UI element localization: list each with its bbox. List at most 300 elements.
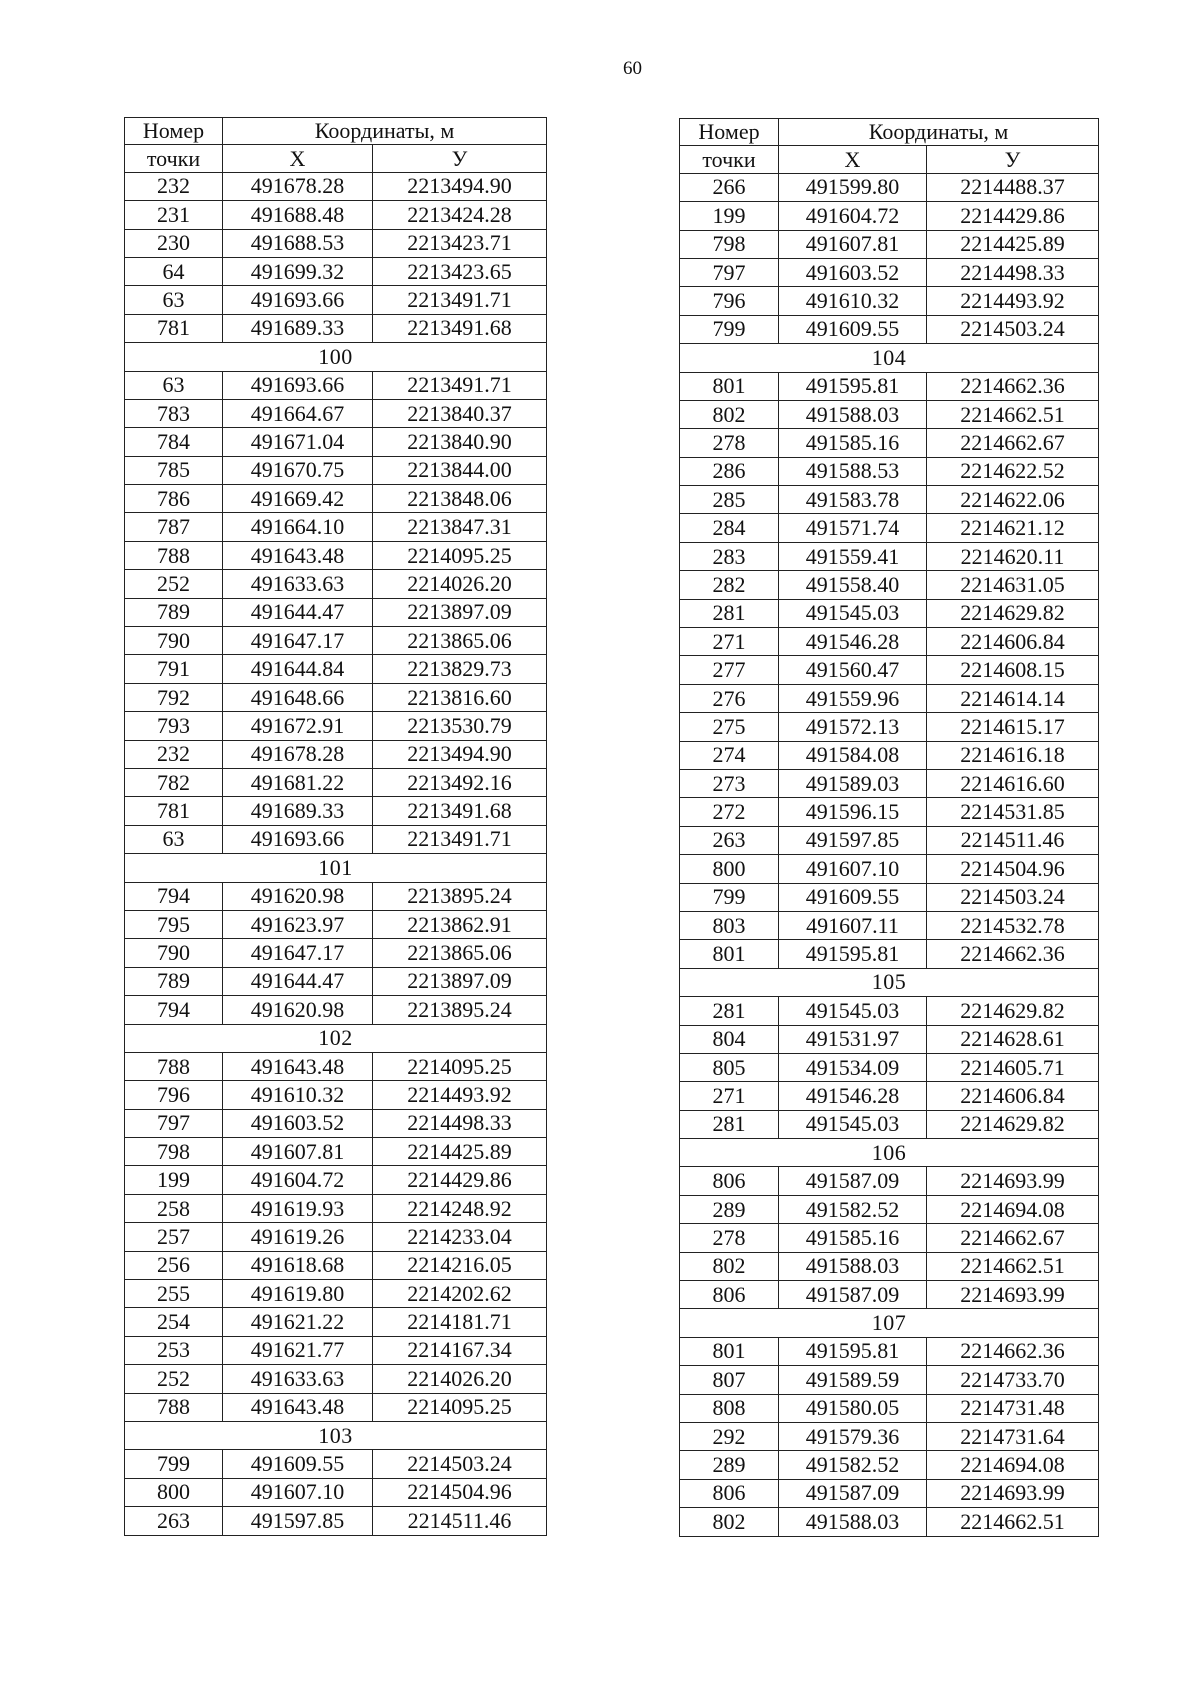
y-coordinate-cell: 2214616.18: [927, 741, 1099, 769]
point-number-cell: 274: [680, 741, 779, 769]
y-coordinate-cell: 2214498.33: [927, 258, 1099, 286]
y-coordinate-cell: 2214493.92: [373, 1081, 547, 1109]
point-number-cell: 790: [125, 939, 223, 967]
point-number-cell: 796: [125, 1081, 223, 1109]
point-number-cell: 793: [125, 712, 223, 740]
table-row: [680, 741, 1099, 769]
point-number-cell: 786: [125, 485, 223, 513]
y-coordinate-cell: 2213847.31: [373, 513, 547, 541]
table-row: [125, 541, 547, 569]
table-row: [680, 997, 1099, 1025]
point-number-cell: 781: [125, 314, 223, 342]
point-number-header-bottom: точки: [125, 145, 223, 172]
header-row-top: [125, 118, 547, 145]
y-coordinate-cell: 2214181.71: [373, 1308, 547, 1336]
x-coordinate-cell: 491644.47: [223, 967, 373, 995]
y-coordinate-cell: 2213530.79: [373, 712, 547, 740]
point-number-cell: 271: [680, 628, 779, 656]
point-number-cell: 796: [680, 287, 779, 315]
table-row: [125, 1450, 547, 1478]
x-coordinate-cell: 491619.26: [223, 1223, 373, 1251]
table-row: [125, 598, 547, 626]
table-row: [125, 882, 547, 910]
y-coordinate-cell: 2214733.70: [927, 1366, 1099, 1394]
table-row: [125, 1393, 547, 1421]
point-number-cell: 801: [680, 1337, 779, 1365]
table-row: [680, 1195, 1099, 1223]
section-number: 100: [125, 343, 547, 371]
y-coordinate-cell: 2214622.52: [927, 457, 1099, 485]
table-row: [125, 314, 547, 342]
table-row: [680, 798, 1099, 826]
point-number-cell: 806: [680, 1281, 779, 1309]
point-number-header-top: Номер: [125, 118, 223, 145]
point-number-cell: 230: [125, 229, 223, 257]
x-coordinate-cell: 491582.52: [779, 1195, 927, 1223]
point-number-cell: 800: [125, 1478, 223, 1506]
point-number-cell: 63: [125, 825, 223, 853]
table-row: [680, 514, 1099, 542]
table-row: [125, 286, 547, 314]
x-coordinate-cell: 491585.16: [779, 429, 927, 457]
section-row: [125, 854, 547, 882]
x-coordinate-cell: 491585.16: [779, 1224, 927, 1252]
point-number-cell: 289: [680, 1195, 779, 1223]
table-row: [125, 939, 547, 967]
point-number-cell: 281: [680, 1110, 779, 1138]
y-coordinate-cell: 2214248.92: [373, 1194, 547, 1222]
table-row: [125, 1336, 547, 1364]
table-row: [125, 229, 547, 257]
table-row: [125, 1308, 547, 1336]
point-number-cell: 282: [680, 571, 779, 599]
x-coordinate-cell: 491633.63: [223, 1365, 373, 1393]
table-row: [680, 173, 1099, 201]
x-coordinate-cell: 491689.33: [223, 314, 373, 342]
table-row: [125, 797, 547, 825]
point-number-cell: 794: [125, 882, 223, 910]
point-number-cell: 283: [680, 542, 779, 570]
table-row: [125, 1280, 547, 1308]
table-row: [125, 768, 547, 796]
section-number: 104: [680, 344, 1099, 372]
table-row: [680, 1167, 1099, 1195]
table-row: [680, 202, 1099, 230]
point-number-cell: 799: [680, 315, 779, 343]
point-number-cell: 64: [125, 257, 223, 285]
table-row: [680, 1110, 1099, 1138]
table-row: [680, 1082, 1099, 1110]
x-coordinate-cell: 491669.42: [223, 485, 373, 513]
section-number: 102: [125, 1024, 547, 1052]
y-coordinate-cell: 2214614.14: [927, 684, 1099, 712]
y-coordinate-cell: 2214693.99: [927, 1479, 1099, 1507]
table-row: [680, 486, 1099, 514]
x-coordinate-cell: 491582.52: [779, 1451, 927, 1479]
x-coordinate-cell: 491595.81: [779, 372, 927, 400]
table-row: [125, 967, 547, 995]
x-coordinate-cell: 491579.36: [779, 1422, 927, 1450]
section-row: [125, 343, 547, 371]
x-coordinate-cell: 491678.28: [223, 740, 373, 768]
table-row: [125, 1478, 547, 1506]
point-number-cell: 281: [680, 599, 779, 627]
x-coordinate-cell: 491588.53: [779, 457, 927, 485]
page-number: 60: [623, 58, 642, 79]
x-coordinate-cell: 491558.40: [779, 571, 927, 599]
point-number-cell: 252: [125, 1365, 223, 1393]
point-number-cell: 199: [680, 202, 779, 230]
y-coordinate-cell: 2214488.37: [927, 173, 1099, 201]
y-coordinate-cell: 2214095.25: [373, 1393, 547, 1421]
point-number-cell: 257: [125, 1223, 223, 1251]
x-coordinate-cell: 491604.72: [223, 1166, 373, 1194]
x-coordinate-cell: 491609.55: [779, 315, 927, 343]
x-coordinate-cell: 491643.48: [223, 541, 373, 569]
x-coordinate-cell: 491681.22: [223, 768, 373, 796]
point-number-cell: 801: [680, 372, 779, 400]
x-coordinate-cell: 491534.09: [779, 1053, 927, 1081]
y-coordinate-cell: 2214504.96: [927, 855, 1099, 883]
x-coordinate-cell: 491620.98: [223, 882, 373, 910]
y-coordinate-cell: 2213423.65: [373, 257, 547, 285]
x-coordinate-cell: 491587.09: [779, 1167, 927, 1195]
y-coordinate-cell: 2213829.73: [373, 655, 547, 683]
y-coordinate-cell: 2214628.61: [927, 1025, 1099, 1053]
y-coordinate-cell: 2214503.24: [927, 883, 1099, 911]
point-number-cell: 784: [125, 428, 223, 456]
table-row: [680, 911, 1099, 939]
point-number-cell: 278: [680, 429, 779, 457]
point-number-cell: 284: [680, 514, 779, 542]
y-coordinate-cell: 2214662.67: [927, 429, 1099, 457]
table-row: [125, 257, 547, 285]
y-coordinate-cell: 2214662.36: [927, 940, 1099, 968]
y-coordinate-cell: 2213897.09: [373, 967, 547, 995]
point-number-cell: 277: [680, 656, 779, 684]
header-row-bottom: [125, 145, 547, 172]
y-coordinate-cell: 2214167.34: [373, 1336, 547, 1364]
x-coordinate-cell: 491603.52: [779, 258, 927, 286]
table-row: [680, 1025, 1099, 1053]
y-coordinate-cell: 2213494.90: [373, 740, 547, 768]
x-coordinate-cell: 491609.55: [779, 883, 927, 911]
point-number-cell: 799: [680, 883, 779, 911]
table-row: [125, 825, 547, 853]
y-coordinate-cell: 2214731.48: [927, 1394, 1099, 1422]
point-number-cell: 783: [125, 399, 223, 427]
x-coordinate-cell: 491610.32: [223, 1081, 373, 1109]
point-number-cell: 797: [680, 258, 779, 286]
table-row: [125, 740, 547, 768]
table-row: [680, 457, 1099, 485]
x-coordinate-cell: 491546.28: [779, 628, 927, 656]
point-number-cell: 799: [125, 1450, 223, 1478]
y-coordinate-cell: 2214493.92: [927, 287, 1099, 315]
y-coordinate-cell: 2214429.86: [927, 202, 1099, 230]
point-number-cell: 253: [125, 1336, 223, 1364]
point-number-cell: 278: [680, 1224, 779, 1252]
coordinates-table-right: [679, 118, 1099, 1537]
header-row-bottom: [680, 146, 1099, 173]
x-coordinate-cell: 491531.97: [779, 1025, 927, 1053]
x-coordinate-cell: 491643.48: [223, 1052, 373, 1080]
x-coordinate-cell: 491545.03: [779, 599, 927, 627]
y-coordinate-cell: 2213897.09: [373, 598, 547, 626]
table-row: [680, 315, 1099, 343]
x-coordinate-cell: 491664.67: [223, 399, 373, 427]
table-row: [680, 1394, 1099, 1422]
x-header: X: [779, 146, 927, 173]
section-row: [680, 968, 1099, 996]
section-number: 107: [680, 1309, 1099, 1337]
x-coordinate-cell: 491619.80: [223, 1280, 373, 1308]
point-number-cell: 798: [680, 230, 779, 258]
x-coordinate-cell: 491607.81: [779, 230, 927, 258]
table-row: [125, 1166, 547, 1194]
point-number-cell: 789: [125, 967, 223, 995]
x-coordinate-cell: 491599.80: [779, 173, 927, 201]
x-coordinate-cell: 491678.28: [223, 172, 373, 200]
point-number-cell: 289: [680, 1451, 779, 1479]
y-coordinate-cell: 2214620.11: [927, 542, 1099, 570]
x-coordinate-cell: 491572.13: [779, 713, 927, 741]
point-number-cell: 285: [680, 486, 779, 514]
x-coordinate-cell: 491688.48: [223, 201, 373, 229]
section-row: [680, 1139, 1099, 1167]
y-coordinate-cell: 2214662.51: [927, 1252, 1099, 1280]
x-coordinate-cell: 491545.03: [779, 1110, 927, 1138]
table-row: [125, 456, 547, 484]
table-row: [680, 656, 1099, 684]
x-coordinate-cell: 491597.85: [223, 1507, 373, 1535]
table-row: [125, 683, 547, 711]
point-number-cell: 800: [680, 855, 779, 883]
table-row: [680, 1451, 1099, 1479]
x-coordinate-cell: 491610.32: [779, 287, 927, 315]
table-row: [125, 172, 547, 200]
x-coordinate-cell: 491644.84: [223, 655, 373, 683]
table-row: [680, 684, 1099, 712]
table-row: [680, 1281, 1099, 1309]
y-coordinate-cell: 2213895.24: [373, 882, 547, 910]
point-number-cell: 271: [680, 1082, 779, 1110]
y-coordinate-cell: 2213895.24: [373, 996, 547, 1024]
x-coordinate-cell: 491693.66: [223, 371, 373, 399]
y-coordinate-cell: 2213491.71: [373, 371, 547, 399]
y-coordinate-cell: 2214693.99: [927, 1281, 1099, 1309]
section-number: 103: [125, 1421, 547, 1449]
x-coordinate-cell: 491672.91: [223, 712, 373, 740]
table-row: [680, 230, 1099, 258]
x-coordinate-cell: 491545.03: [779, 997, 927, 1025]
point-number-header-top: Номер: [680, 119, 779, 146]
x-coordinate-cell: 491588.03: [779, 400, 927, 428]
x-coordinate-cell: 491619.93: [223, 1194, 373, 1222]
y-coordinate-cell: 2214631.05: [927, 571, 1099, 599]
x-coordinate-cell: 491589.59: [779, 1366, 927, 1394]
x-header: X: [223, 145, 373, 172]
point-number-cell: 806: [680, 1167, 779, 1195]
point-number-cell: 286: [680, 457, 779, 485]
y-coordinate-cell: 2214532.78: [927, 911, 1099, 939]
x-coordinate-cell: 491607.10: [223, 1478, 373, 1506]
x-coordinate-cell: 491597.85: [779, 826, 927, 854]
table-row: [125, 1223, 547, 1251]
x-coordinate-cell: 491584.08: [779, 741, 927, 769]
y-coordinate-cell: 2214662.36: [927, 372, 1099, 400]
table-row: [125, 513, 547, 541]
table-row: [125, 1365, 547, 1393]
x-coordinate-cell: 491689.33: [223, 797, 373, 825]
y-coordinate-cell: 2213491.71: [373, 286, 547, 314]
point-number-cell: 807: [680, 1366, 779, 1394]
y-coordinate-cell: 2214429.86: [373, 1166, 547, 1194]
y-coordinate-cell: 2214425.89: [927, 230, 1099, 258]
table-row: [680, 542, 1099, 570]
table-row: [680, 826, 1099, 854]
x-coordinate-cell: 491588.03: [779, 1508, 927, 1536]
x-coordinate-cell: 491647.17: [223, 939, 373, 967]
x-coordinate-cell: 491621.22: [223, 1308, 373, 1336]
table-row: [680, 1479, 1099, 1507]
y-coordinate-cell: 2213424.28: [373, 201, 547, 229]
x-coordinate-cell: 491699.32: [223, 257, 373, 285]
coordinates-header: Координаты, м: [779, 119, 1099, 146]
y-coordinate-cell: 2214498.33: [373, 1109, 547, 1137]
y-coordinate-cell: 2214629.82: [927, 1110, 1099, 1138]
y-coordinate-cell: 2214095.25: [373, 541, 547, 569]
point-number-cell: 785: [125, 456, 223, 484]
table-row: [680, 1337, 1099, 1365]
section-row: [680, 1309, 1099, 1337]
x-coordinate-cell: 491589.03: [779, 769, 927, 797]
point-number-cell: 790: [125, 627, 223, 655]
y-coordinate-cell: 2214629.82: [927, 997, 1099, 1025]
point-number-cell: 273: [680, 769, 779, 797]
y-coordinate-cell: 2214095.25: [373, 1052, 547, 1080]
table-row: [680, 1053, 1099, 1081]
table-row: [125, 570, 547, 598]
y-coordinate-cell: 2213816.60: [373, 683, 547, 711]
table-row: [680, 429, 1099, 457]
point-number-cell: 263: [125, 1507, 223, 1535]
point-number-cell: 789: [125, 598, 223, 626]
x-coordinate-cell: 491587.09: [779, 1281, 927, 1309]
point-number-cell: 275: [680, 713, 779, 741]
section-number: 105: [680, 968, 1099, 996]
y-coordinate-cell: 2214216.05: [373, 1251, 547, 1279]
section-number: 106: [680, 1139, 1099, 1167]
point-number-cell: 199: [125, 1166, 223, 1194]
point-number-cell: 788: [125, 541, 223, 569]
point-number-cell: 808: [680, 1394, 779, 1422]
point-number-cell: 804: [680, 1025, 779, 1053]
section-row: [680, 344, 1099, 372]
y-coordinate-cell: 2213840.37: [373, 399, 547, 427]
y-coordinate-cell: 2214425.89: [373, 1138, 547, 1166]
y-coordinate-cell: 2214503.24: [927, 315, 1099, 343]
x-coordinate-cell: 491633.63: [223, 570, 373, 598]
point-number-cell: 792: [125, 683, 223, 711]
point-number-cell: 802: [680, 400, 779, 428]
point-number-cell: 263: [680, 826, 779, 854]
y-coordinate-cell: 2213844.00: [373, 456, 547, 484]
point-number-cell: 258: [125, 1194, 223, 1222]
table-row: [125, 1138, 547, 1166]
table-row: [680, 599, 1099, 627]
y-coordinate-cell: 2214621.12: [927, 514, 1099, 542]
point-number-cell: 798: [125, 1138, 223, 1166]
x-coordinate-cell: 491571.74: [779, 514, 927, 542]
table-row: [680, 713, 1099, 741]
table-row: [680, 372, 1099, 400]
table-row: [125, 1052, 547, 1080]
y-coordinate-cell: 2213492.16: [373, 768, 547, 796]
y-coordinate-cell: 2214694.08: [927, 1195, 1099, 1223]
y-coordinate-cell: 2214622.06: [927, 486, 1099, 514]
y-coordinate-cell: 2214616.60: [927, 769, 1099, 797]
y-coordinate-cell: 2213491.68: [373, 314, 547, 342]
table-row: [125, 485, 547, 513]
table-row: [680, 400, 1099, 428]
table-row: [680, 1422, 1099, 1450]
y-coordinate-cell: 2213491.68: [373, 797, 547, 825]
y-coordinate-cell: 2214606.84: [927, 1082, 1099, 1110]
table-row: [680, 1224, 1099, 1252]
table-row: [680, 940, 1099, 968]
y-coordinate-cell: 2213840.90: [373, 428, 547, 456]
x-coordinate-cell: 491620.98: [223, 996, 373, 1024]
table-row: [680, 571, 1099, 599]
point-number-cell: 788: [125, 1393, 223, 1421]
y-coordinate-cell: 2214511.46: [373, 1507, 547, 1535]
y-coordinate-cell: 2214615.17: [927, 713, 1099, 741]
table-row: [680, 1366, 1099, 1394]
y-coordinate-cell: 2214026.20: [373, 570, 547, 598]
table-row: [125, 201, 547, 229]
point-number-cell: 63: [125, 286, 223, 314]
x-coordinate-cell: 491596.15: [779, 798, 927, 826]
table-row: [125, 1194, 547, 1222]
section-row: [125, 1421, 547, 1449]
x-coordinate-cell: 491693.66: [223, 825, 373, 853]
point-number-cell: 806: [680, 1479, 779, 1507]
y-coordinate-cell: 2213423.71: [373, 229, 547, 257]
point-number-cell: 281: [680, 997, 779, 1025]
point-number-cell: 232: [125, 740, 223, 768]
y-coordinate-cell: 2214608.15: [927, 656, 1099, 684]
y-coordinate-cell: 2214026.20: [373, 1365, 547, 1393]
x-coordinate-cell: 491607.11: [779, 911, 927, 939]
point-number-cell: 803: [680, 911, 779, 939]
y-coordinate-cell: 2214511.46: [927, 826, 1099, 854]
y-coordinate-cell: 2214605.71: [927, 1053, 1099, 1081]
y-coordinate-cell: 2214694.08: [927, 1451, 1099, 1479]
x-coordinate-cell: 491670.75: [223, 456, 373, 484]
y-coordinate-cell: 2213865.06: [373, 939, 547, 967]
point-number-cell: 791: [125, 655, 223, 683]
point-number-cell: 266: [680, 173, 779, 201]
x-coordinate-cell: 491644.47: [223, 598, 373, 626]
x-coordinate-cell: 491643.48: [223, 1393, 373, 1421]
x-coordinate-cell: 491603.52: [223, 1109, 373, 1137]
table-row: [680, 287, 1099, 315]
point-number-cell: 787: [125, 513, 223, 541]
y-coordinate-cell: 2214606.84: [927, 628, 1099, 656]
table-row: [680, 1252, 1099, 1280]
point-number-cell: 255: [125, 1280, 223, 1308]
